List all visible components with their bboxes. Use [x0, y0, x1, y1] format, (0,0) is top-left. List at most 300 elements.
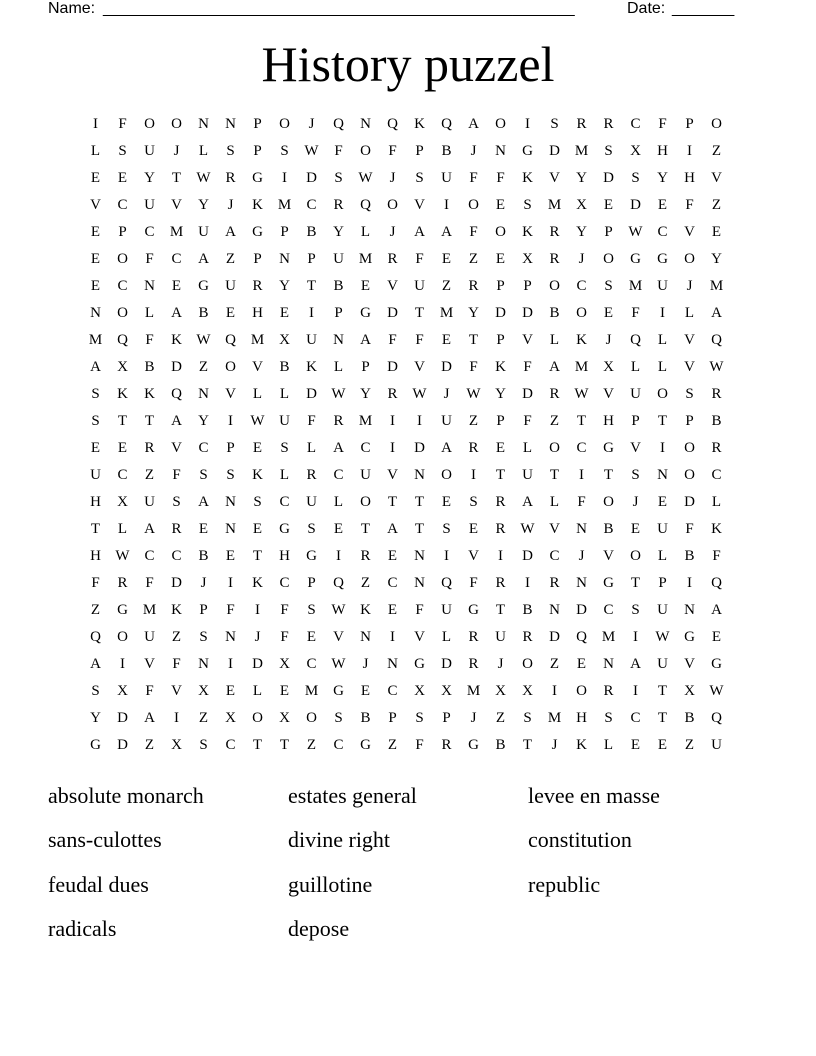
grid-letter: V — [171, 197, 182, 213]
grid-letter: L — [198, 143, 209, 159]
grid-letter: A — [441, 224, 452, 240]
grid-letter: C — [144, 224, 155, 240]
grid-letter: D — [549, 143, 560, 159]
grid-letter: U — [360, 467, 371, 483]
grid-letter: Z — [468, 413, 479, 429]
grid-letter: V — [387, 467, 398, 483]
grid-letter: N — [414, 467, 425, 483]
grid-row — [82, 327, 730, 354]
grid-row — [82, 435, 730, 462]
grid-letter: B — [441, 143, 452, 159]
grid-letter: X — [441, 683, 452, 699]
grid-letter: O — [684, 440, 695, 456]
grid-letter: P — [253, 143, 262, 159]
grid-letter: L — [711, 494, 722, 510]
grid-letter: M — [439, 305, 454, 321]
grid-letter: P — [442, 710, 451, 726]
grid-letter: P — [361, 359, 370, 375]
grid-letter: F — [469, 359, 478, 375]
grid-letter: C — [117, 467, 128, 483]
grid-letter: O — [684, 467, 695, 483]
grid-letter: T — [495, 602, 506, 618]
grid-letter: E — [495, 251, 506, 267]
grid-letter: T — [387, 494, 398, 510]
grid-letter: V — [468, 548, 479, 564]
grid-letter: O — [549, 440, 560, 456]
grid-letter: D — [522, 386, 533, 402]
grid-row — [82, 138, 730, 165]
grid-letter: P — [523, 278, 532, 294]
grid-letter: J — [470, 710, 477, 726]
grid-letter: W — [574, 386, 589, 402]
grid-letter: S — [604, 143, 613, 159]
grid-letter: Q — [333, 116, 344, 132]
puzzle-title: History puzzel — [261, 36, 555, 92]
grid-letter: X — [117, 683, 128, 699]
grid-letter: E — [576, 656, 587, 672]
grid-letter: R — [333, 413, 344, 429]
grid-letter: H — [252, 305, 263, 321]
grid-letter: T — [576, 413, 587, 429]
grid-letter: M — [466, 683, 481, 699]
grid-letter: J — [389, 224, 396, 240]
date-label: Date: — [627, 0, 666, 17]
grid-letter: N — [414, 575, 425, 591]
grid-letter: F — [415, 602, 424, 618]
grid-letter: D — [306, 170, 317, 186]
grid-letter: O — [117, 629, 128, 645]
grid-letter: F — [469, 575, 478, 591]
grid-letter: V — [549, 521, 560, 537]
grid-letter: M — [709, 278, 724, 294]
grid-letter: U — [630, 386, 641, 402]
grid-letter: V — [333, 629, 344, 645]
grid-letter: G — [252, 224, 263, 240]
grid-letter: G — [198, 278, 209, 294]
grid-letter: L — [657, 548, 668, 564]
grid-letter: D — [387, 359, 398, 375]
grid-letter: E — [603, 305, 614, 321]
grid-letter: C — [279, 575, 290, 591]
grid-letter: P — [658, 575, 667, 591]
grid-letter: F — [712, 548, 721, 564]
grid-letter: A — [144, 521, 155, 537]
grid-letter: D — [441, 359, 452, 375]
grid-letter: B — [360, 710, 371, 726]
grid-letter: R — [144, 440, 155, 456]
grid-letter: D — [522, 305, 533, 321]
grid-letter: P — [307, 575, 316, 591]
grid-letter: C — [171, 251, 182, 267]
grid-letter: I — [444, 548, 449, 564]
grid-letter: O — [117, 305, 128, 321]
grid-letter: B — [684, 548, 695, 564]
grid-letter: S — [523, 710, 532, 726]
grid-letter: Q — [711, 575, 722, 591]
grid-letter: Z — [549, 656, 560, 672]
grid-letter: G — [603, 440, 614, 456]
grid-letter: W — [331, 656, 346, 672]
grid-letter: D — [630, 197, 641, 213]
grid-letter: C — [387, 575, 398, 591]
grid-letter: S — [226, 467, 235, 483]
grid-letter: R — [576, 116, 587, 132]
grid-letter: S — [334, 710, 343, 726]
grid-letter: F — [388, 143, 397, 159]
grid-letter: V — [684, 224, 695, 240]
grid-row — [82, 489, 730, 516]
grid-letter: G — [414, 656, 425, 672]
grid-letter: H — [576, 710, 587, 726]
grid-letter: F — [145, 332, 154, 348]
grid-letter: M — [250, 332, 265, 348]
grid-letter: V — [684, 359, 695, 375]
grid-letter: D — [522, 548, 533, 564]
grid-letter: N — [198, 116, 209, 132]
grid-letter: R — [171, 521, 182, 537]
grid-letter: E — [198, 521, 209, 537]
grid-letter: C — [333, 737, 344, 753]
grid-letter: P — [496, 278, 505, 294]
grid-letter: R — [549, 224, 560, 240]
grid-letter: O — [495, 116, 506, 132]
grid-letter: Z — [441, 278, 452, 294]
grid-letter: V — [144, 656, 155, 672]
grid-letter: Z — [306, 737, 317, 753]
grid-letter: V — [522, 332, 533, 348]
grid-letter: A — [198, 494, 209, 510]
grid-letter: R — [495, 521, 506, 537]
grid-letter: I — [687, 575, 692, 591]
grid-letter: R — [252, 278, 263, 294]
grid-letter: F — [280, 629, 289, 645]
grid-letter: D — [387, 305, 398, 321]
grid-letter: N — [279, 251, 290, 267]
grid-letter: G — [630, 251, 641, 267]
grid-letter: Z — [360, 575, 371, 591]
word-list-item: constitution — [528, 827, 632, 852]
grid-letter: Z — [90, 602, 101, 618]
grid-letter: T — [144, 413, 155, 429]
grid-letter: N — [387, 656, 398, 672]
letter-grid — [82, 111, 730, 759]
grid-letter: E — [441, 332, 452, 348]
grid-letter: S — [631, 602, 640, 618]
grid-letter: B — [306, 224, 317, 240]
grid-letter: N — [198, 386, 209, 402]
grid-letter: P — [307, 251, 316, 267]
grid-letter: N — [576, 575, 587, 591]
grid-letter: H — [279, 548, 290, 564]
grid-letter: V — [711, 170, 722, 186]
grid-letter: S — [469, 494, 478, 510]
grid-letter: I — [282, 170, 287, 186]
grid-letter: J — [470, 143, 477, 159]
grid-letter: K — [522, 170, 533, 186]
grid-letter: N — [90, 305, 101, 321]
grid-letter: P — [334, 305, 343, 321]
grid-letter: B — [495, 737, 506, 753]
grid-letter: S — [253, 494, 262, 510]
grid-letter: X — [279, 656, 290, 672]
grid-letter: U — [657, 656, 668, 672]
grid-letter: P — [280, 224, 289, 240]
grid-letter: P — [604, 224, 613, 240]
grid-letter: S — [415, 170, 424, 186]
grid-letter: R — [522, 629, 533, 645]
grid-letter: T — [549, 467, 560, 483]
grid-letter: M — [142, 602, 157, 618]
grid-letter: G — [117, 602, 128, 618]
grid-letter: D — [414, 440, 425, 456]
grid-letter: C — [306, 656, 317, 672]
grid-letter: R — [603, 116, 614, 132]
grid-letter: I — [633, 629, 638, 645]
grid-letter: K — [711, 521, 722, 537]
grid-letter: E — [333, 521, 344, 537]
grid-letter: A — [198, 251, 209, 267]
grid-letter: N — [549, 602, 560, 618]
grid-letter: U — [306, 332, 317, 348]
grid-letter: P — [226, 440, 235, 456]
grid-letter: A — [549, 359, 560, 375]
grid-letter: S — [172, 494, 181, 510]
grid-letter: V — [171, 683, 182, 699]
grid-row — [82, 678, 730, 705]
grid-letter: G — [603, 575, 614, 591]
grid-letter: E — [279, 683, 290, 699]
grid-letter: F — [118, 116, 127, 132]
grid-letter: K — [576, 737, 587, 753]
grid-letter: X — [198, 683, 209, 699]
grid-letter: I — [633, 683, 638, 699]
grid-row — [82, 273, 730, 300]
grid-row — [82, 462, 730, 489]
grid-letter: E — [495, 197, 506, 213]
grid-letter: O — [252, 710, 263, 726]
grid-letter: N — [144, 278, 155, 294]
grid-letter: L — [333, 494, 344, 510]
grid-letter: V — [684, 332, 695, 348]
grid-letter: F — [577, 494, 586, 510]
grid-letter: V — [414, 197, 425, 213]
grid-letter: O — [171, 116, 182, 132]
grid-letter: M — [88, 332, 103, 348]
grid-letter: D — [117, 737, 128, 753]
grid-letter: Y — [144, 170, 155, 186]
grid-letter: A — [468, 116, 479, 132]
grid-letter: O — [117, 251, 128, 267]
grid-letter: C — [630, 710, 641, 726]
grid-letter: H — [684, 170, 695, 186]
grid-row — [82, 516, 730, 543]
grid-letter: A — [144, 710, 155, 726]
grid-letter: U — [441, 602, 452, 618]
grid-letter: Z — [468, 251, 479, 267]
grid-letter: Q — [711, 332, 722, 348]
grid-letter: I — [525, 575, 530, 591]
grid-letter: F — [172, 467, 181, 483]
grid-letter: C — [630, 116, 641, 132]
grid-letter: O — [522, 656, 533, 672]
grid-letter: P — [496, 332, 505, 348]
grid-letter: C — [306, 197, 317, 213]
grid-letter: G — [468, 737, 479, 753]
grid-letter: C — [117, 278, 128, 294]
grid-letter: X — [225, 710, 236, 726]
grid-letter: L — [684, 305, 695, 321]
grid-letter: R — [549, 386, 560, 402]
grid-row — [82, 192, 730, 219]
grid-letter: R — [711, 440, 722, 456]
grid-letter: W — [196, 332, 211, 348]
grid-letter: L — [144, 305, 155, 321]
grid-letter: A — [360, 332, 371, 348]
grid-letter: J — [578, 548, 585, 564]
grid-letter: F — [280, 602, 289, 618]
grid-letter: I — [93, 116, 98, 132]
grid-letter: W — [250, 413, 265, 429]
grid-row — [82, 300, 730, 327]
grid-letter: U — [414, 278, 425, 294]
grid-letter: I — [174, 710, 179, 726]
grid-letter: J — [443, 386, 450, 402]
grid-letter: U — [495, 629, 506, 645]
grid-letter: E — [90, 224, 101, 240]
grid-letter: O — [441, 467, 452, 483]
grid-letter: Q — [117, 332, 128, 348]
grid-letter: I — [309, 305, 314, 321]
grid-letter: L — [549, 332, 560, 348]
grid-letter: U — [657, 521, 668, 537]
grid-letter: J — [551, 737, 558, 753]
grid-letter: O — [549, 278, 560, 294]
grid-letter: I — [228, 656, 233, 672]
grid-letter: M — [574, 143, 589, 159]
grid-letter: E — [360, 278, 371, 294]
grid-letter: A — [711, 305, 722, 321]
grid-letter: N — [360, 116, 371, 132]
grid-letter: F — [145, 683, 154, 699]
grid-letter: W — [520, 521, 535, 537]
grid-letter: O — [576, 683, 587, 699]
grid-letter: T — [117, 413, 128, 429]
grid-letter: I — [579, 467, 584, 483]
grid-letter: Y — [576, 224, 587, 240]
grid-letter: S — [91, 683, 100, 699]
grid-letter: E — [225, 683, 236, 699]
grid-letter: V — [171, 440, 182, 456]
grid-letter: X — [414, 683, 425, 699]
grid-letter: E — [711, 224, 722, 240]
grid-row — [82, 543, 730, 570]
grid-letter: F — [685, 521, 694, 537]
grid-letter: E — [306, 629, 317, 645]
grid-letter: U — [144, 629, 155, 645]
grid-letter: C — [144, 548, 155, 564]
grid-letter: E — [90, 251, 101, 267]
header-line — [48, 0, 748, 20]
grid-row — [82, 408, 730, 435]
grid-letter: R — [468, 656, 479, 672]
grid-letter: U — [144, 143, 155, 159]
grid-letter: A — [387, 521, 398, 537]
grid-letter: L — [279, 386, 290, 402]
grid-letter: M — [358, 251, 373, 267]
grid-letter: M — [601, 629, 616, 645]
grid-letter: U — [441, 413, 452, 429]
grid-letter: R — [117, 575, 128, 591]
grid-letter: V — [630, 440, 641, 456]
grid-letter: Y — [360, 386, 371, 402]
grid-letter: E — [117, 440, 128, 456]
grid-letter: T — [90, 521, 101, 537]
grid-letter: D — [171, 575, 182, 591]
grid-letter: U — [657, 278, 668, 294]
grid-row — [82, 381, 730, 408]
grid-letter: S — [307, 602, 316, 618]
grid-letter: Q — [360, 197, 371, 213]
grid-letter: L — [549, 494, 560, 510]
grid-letter: S — [334, 170, 343, 186]
grid-letter: L — [603, 737, 614, 753]
grid-letter: F — [226, 602, 235, 618]
grid-letter: J — [578, 251, 585, 267]
grid-letter: Z — [171, 629, 182, 645]
grid-letter: Z — [549, 413, 560, 429]
grid-letter: V — [684, 656, 695, 672]
grid-letter: K — [252, 197, 263, 213]
grid-letter: U — [279, 413, 290, 429]
grid-letter: R — [468, 278, 479, 294]
grid-letter: O — [468, 197, 479, 213]
grid-letter: C — [576, 440, 587, 456]
grid-letter: Q — [630, 332, 641, 348]
grid-letter: K — [306, 359, 317, 375]
grid-letter: A — [90, 359, 101, 375]
grid-letter: F — [496, 170, 505, 186]
grid-letter: T — [252, 737, 263, 753]
grid-letter: O — [603, 251, 614, 267]
grid-letter: R — [603, 683, 614, 699]
grid-letter: L — [252, 386, 263, 402]
grid-letter: M — [547, 710, 562, 726]
grid-letter: R — [549, 575, 560, 591]
grid-letter: W — [709, 359, 724, 375]
grid-letter: F — [658, 116, 667, 132]
word-list-item: absolute monarch — [48, 783, 204, 808]
grid-letter: L — [630, 359, 641, 375]
grid-letter: P — [253, 251, 262, 267]
grid-letter: Z — [711, 197, 722, 213]
grid-letter: T — [360, 521, 371, 537]
grid-letter: A — [333, 440, 344, 456]
grid-letter: U — [144, 494, 155, 510]
grid-letter: F — [307, 413, 316, 429]
grid-row — [82, 354, 730, 381]
grid-letter: E — [657, 197, 668, 213]
grid-letter: F — [145, 575, 154, 591]
grid-letter: M — [169, 224, 184, 240]
grid-letter: B — [711, 413, 722, 429]
grid-letter: S — [91, 386, 100, 402]
grid-letter: S — [631, 467, 640, 483]
grid-letter: G — [279, 521, 290, 537]
grid-letter: L — [522, 440, 533, 456]
grid-letter: F — [91, 575, 100, 591]
grid-letter: C — [117, 197, 128, 213]
grid-letter: B — [144, 359, 155, 375]
